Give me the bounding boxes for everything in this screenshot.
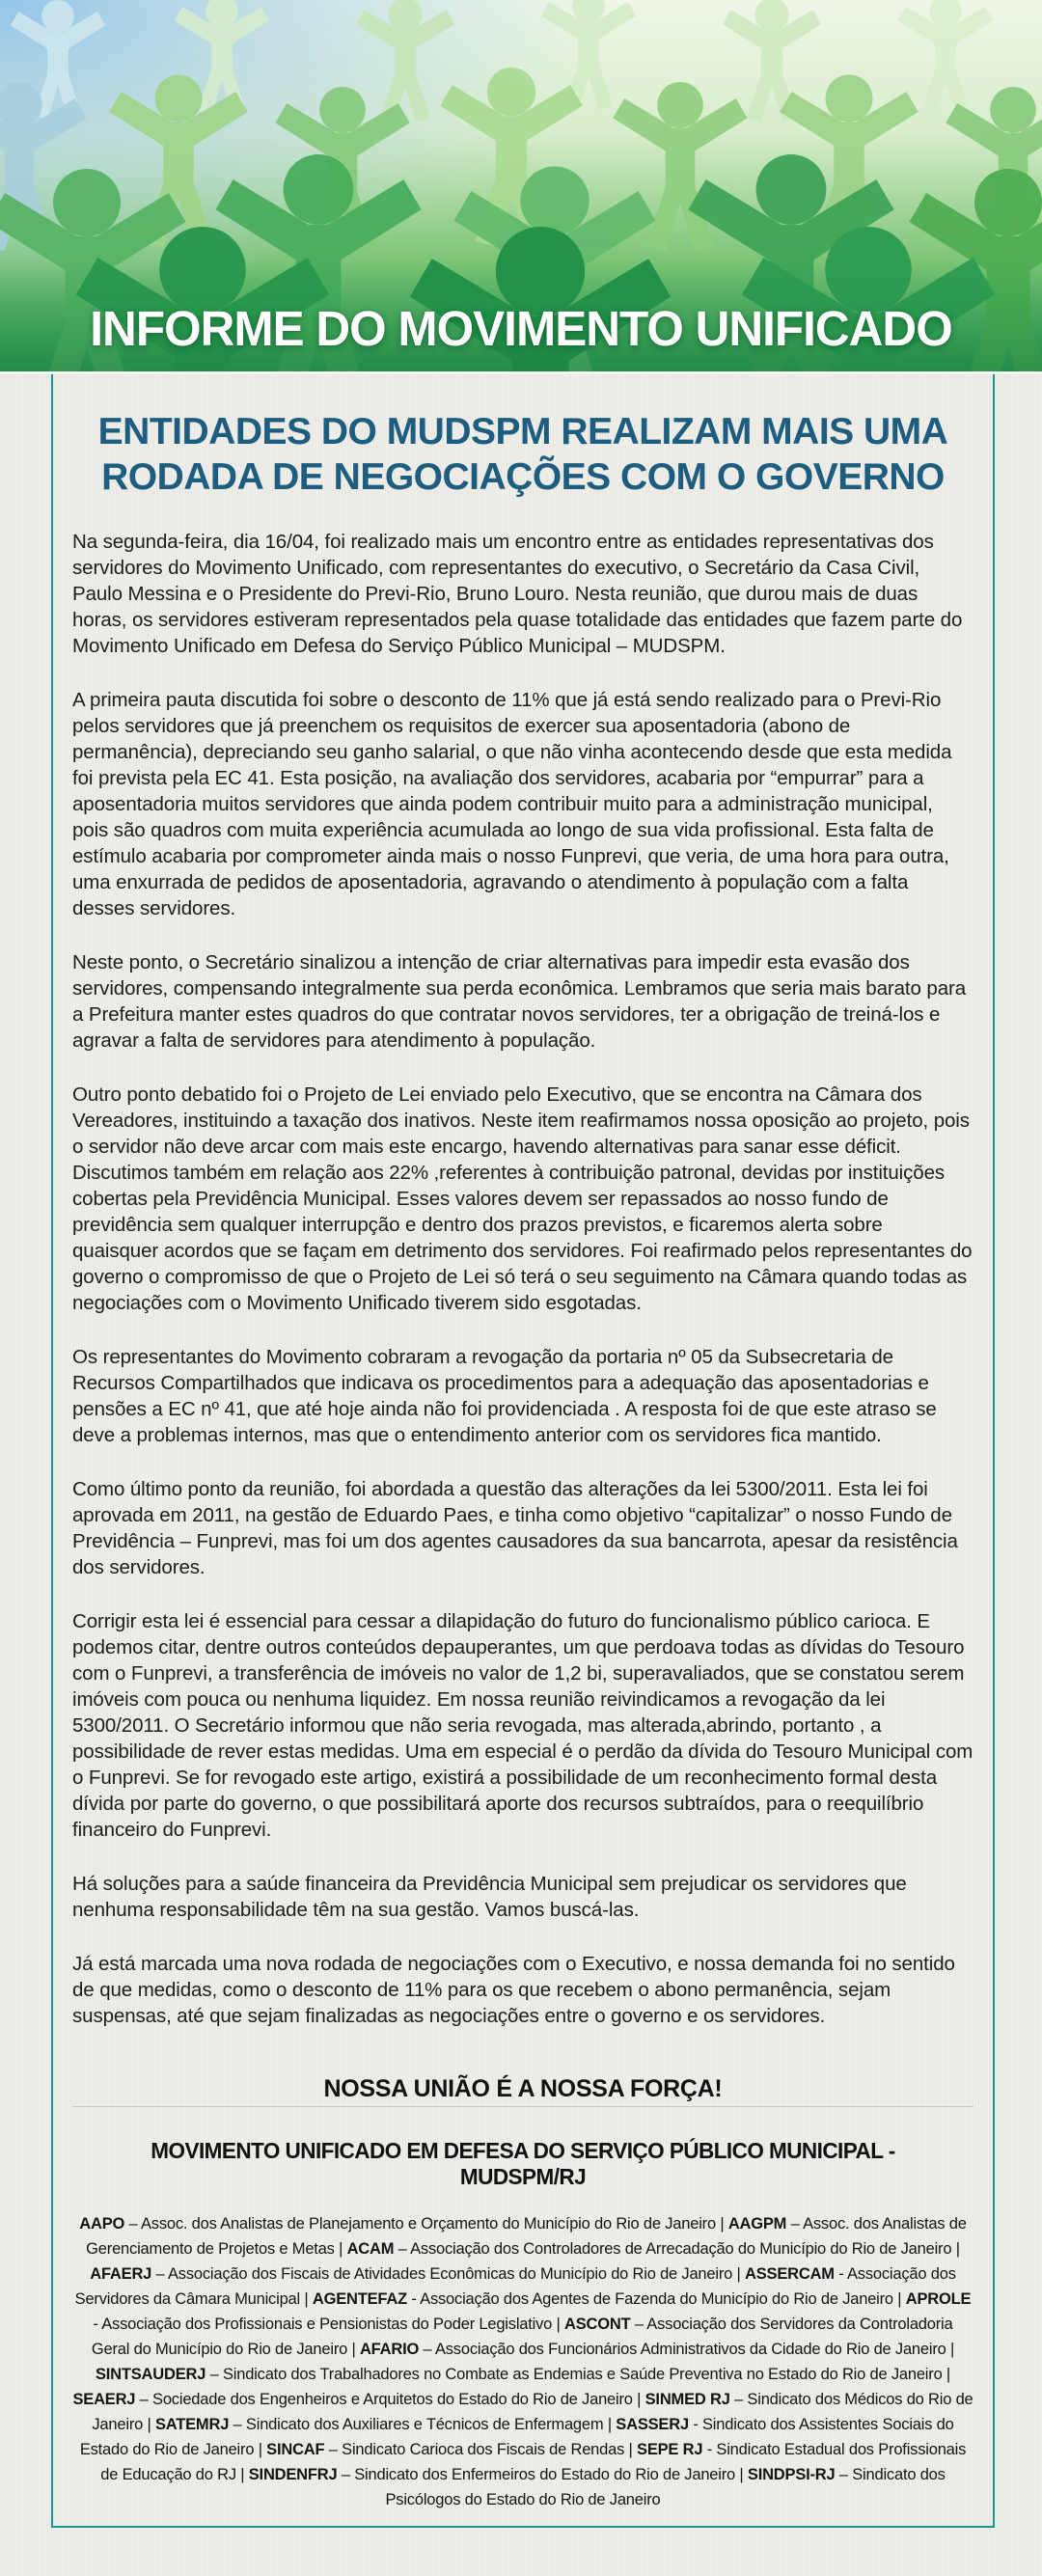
entity-acronym: AGENTEFAZ: [312, 2290, 407, 2308]
paragraph: Outro ponto debatido foi o Projeto de Lei enviado pelo Executivo, que se encontra na Câmara dos Vereadores, instituindo a taxação dos inativos. Neste item reafirmamos nossa oposição ao projeto, pois o servidor não deve arcar com mais este encargo, havendo alternativas para sanar esse déficit. Discutimos também em relação aos 22% ,referentes à contribuição patronal, devidas por instituições cobertas pela Previdência Municipal. Esses valores devem ser repassados ao nosso fundo de previdência sem qualquer interrupção e dentro dos prazos previstos, e ficaremos alerta sobre quaisquer acordos que se façam em detrimento dos servidores. Foi reafirmado pelos representantes do governo o compromisso de que o Projeto de Lei só terá o seu seguimento na Câmara quando todas as negociações com o Movimento Unificado tiverem sido esgotadas.: [72, 1083, 973, 1314]
entity-acronym: AFARIO: [359, 2341, 420, 2358]
entities-list: AAPO – Assoc. dos Analistas de Planejamento e Orçamento do Município do Rio de Janeiro | AAGPM – Assoc. dos Analistas de Gerenciamento de Projetos e Metas | ACAM – Associação dos Controladores de Arrecadação do Município do Rio de Janeiro | AFAERJ – Associação dos Fiscais de Atividades Econômicas do Município do Rio de Janeiro | ASSERCAM - Associação dos Servidores da Câmara Municipal | AGENTEFAZ - Associação dos Agentes de Fazenda do Município do Rio de Janeiro | APROLE - Associação dos Profissionais e Pensionistas do Poder Legislativo | ASCONT – Associação dos Servidores da Controladoria Geral do Município do Rio de Janeiro | AFARIO – Associação dos Funcionários Administrativos da Cidade do Rio de Janeiro | SINTSAUDERJ – Sindicato dos Trabalhadores no Combate as Endemias e Saúde Preventiva no Estado do Rio de Janeiro | SEAERJ – Sociedade dos Engenheiros e Arquitetos do Estado do Rio de Janeiro | SINMED RJ – Sindicato dos Médicos do Rio de Janeiro | SATEMRJ – Sindicato dos Auxiliares e Técnicos de Enfermagem | SASSERJ - Sindicato dos Assistentes Sociais do Estado do Rio de Janeiro | SINCAF – Sindicato Carioca dos Fiscais de Rendas | SEPE RJ - Sindicato Estadual dos Profissionais de Educação do RJ | SINDENFRJ – Sindicato dos Enfermeiros do Estado do Rio de Janeiro | SINDPSI-RJ – Sindicato dos Psicólogos do Estado do Rio de Janeiro: [72, 2215, 973, 2508]
entity-acronym: AFAERJ: [90, 2265, 152, 2283]
paragraph: Os representantes do Movimento cobraram a revogação da portaria nº 05 da Subsecretaria de Recursos Compartilhados que indicava os procedimentos para a adequação das aposentadorias e pensões a EC nº 41, que até hoje ainda não foi providenciada . A resposta foi de que este atraso se deve a problemas internos, mas que o entendimento anterior com os servidores fica mantido.: [72, 1346, 937, 1446]
footer-divider: [72, 2106, 973, 2107]
article-card: [51, 374, 995, 2528]
entity-acronym: SASSERJ: [616, 2416, 689, 2433]
entity-acronym: SINDENFRJ: [248, 2466, 338, 2483]
entity-acronym: ASSERCAM: [745, 2265, 835, 2283]
article-body: [72, 529, 973, 2029]
paragraph: Já está marcada uma nova rodada de negociações com o Executivo, e nossa demanda foi no sentido de que medidas, como o desconto de 11% para os que recebem o abono permanência, sejam suspensas, até que sejam finalizadas as negociações entre o governo e os servidores.: [72, 1953, 955, 2027]
entity-acronym: SEPE RJ: [637, 2441, 703, 2458]
entity-acronym: SINTSAUDERJ: [95, 2366, 206, 2383]
paragraph: Há soluções para a saúde financeira da Previdência Municipal sem prejudicar os servidores que nenhuma responsabilidade têm na sua gestão. Vamos buscá-las.: [72, 1873, 907, 1921]
entity-acronym: SINCAF: [266, 2441, 325, 2458]
entity-acronym: APROLE: [905, 2290, 972, 2308]
headline-line: ENTIDADES DO MUDSPM REALIZAM MAIS UMA: [97, 411, 948, 452]
slogan-text: NOSSA UNIÃO É A NOSSA FORÇA!: [323, 2075, 723, 2102]
entity-acronym: SINMED RJ: [644, 2391, 730, 2408]
paragraph: Na segunda-feira, dia 16/04, foi realizado mais um encontro entre as entidades representativas dos servidores do Movimento Unificado, com representantes do executivo, o Secretário da Casa Civil, Paulo Messina e o Presidente do Previ-Rio, Bruno Louro. Nesta reunião, que durou mais de duas horas, os servidores estiveram representados pela quase totalidade das entidades que fazem parte do Movimento Unificado em Defesa do Serviço Público Municipal – MUDSPM.: [72, 531, 963, 657]
entity-acronym: ASCONT: [564, 2316, 631, 2333]
article-headline: [72, 409, 973, 500]
entity-acronym: SEAERJ: [72, 2391, 136, 2408]
entity-acronym: SINDPSI-RJ: [747, 2466, 836, 2483]
entity-acronym: AAPO: [79, 2215, 125, 2233]
paragraph: A primeira pauta discutida foi sobre o desconto de 11% que já está sendo realizado para o Previ-Rio pelos servidores que já preenchem os requisitos de exercer sua aposentadoria (abono de permanência), depreciando seu ganho salarial, o que não vinha acontecendo desde que esta medida foi prevista pela EC 41. Esta posição, na avaliação dos servidores, acabaria por “empurrar” para a aposentadoria muitos servidores que ainda podem contribuir muito para a administração municipal, pois são quadros com muita experiência acumulada ao longo de sua vida profissional. Esta falta de estímulo acabaria por comprometer ainda mais o nosso Funprevi, que veria, de uma hora para outra, uma enxurrada de pedidos de aposentadoria, agravando o atendimento à população com a falta desses servidores.: [72, 689, 952, 919]
entity-acronym: SATEMRJ: [154, 2416, 230, 2433]
entity-acronym: AAGPM: [727, 2215, 787, 2233]
paragraph: Neste ponto, o Secretário sinalizou a intenção de criar alternativas para impedir esta evasão dos servidores, compensando integralmente sua perda econômica. Lembramos que seria mais barato para a Prefeitura manter estes quadros do que contratar novos servidores, ter a obrigação de treiná-los e agravar a falta de servidores para atendimento à população.: [72, 951, 967, 1052]
paragraph: Corrigir esta lei é essencial para cessar a dilapidação do futuro do funcionalismo público carioca. E podemos citar, dentre outros conteúdos depauperantes, um que perdoava todas as dívidas do Tesouro com o Funprevi, a transferência de imóveis no valor de 1,2 bi, superavaliados, que se constatou serem imóveis com pouca ou nenhuma liquidez. Em nossa reunião reivindicamos a revogação da lei 5300/2011. O Secretário informou que não seria revogada, mas alterada,abrindo, portanto , a possibilidade de rever estas medidas. Uma em especial é o perdão da dívida do Tesouro Municipal com o Funprevi. Se for revogado este artigo, existirá a possibilidade de um reconhecimento formal desta dívida por parte do governo, o que possibilitará aporte dos recursos subtraídos, para o reequilíbrio financeiro do Funprevi.: [72, 1610, 973, 1841]
banner-title: INFORME DO MOVIMENTO UNIFICADO: [90, 300, 952, 356]
footer-section: [72, 2106, 973, 2512]
headline-line: RODADA DE NEGOCIAÇÕES COM O GOVERNO: [101, 456, 945, 498]
header-image: [0, 0, 1042, 374]
entity-acronym: ACAM: [346, 2240, 395, 2258]
footer-title: MOVIMENTO UNIFICADO EM DEFESA DO SERVIÇO PÚBLICO MUNICIPAL - MUDSPM/RJ: [151, 2138, 895, 2189]
paragraph: Como último ponto da reunião, foi abordada a questão das alterações da lei 5300/2011. Esta lei foi aprovada em 2011, na gestão de Eduardo Paes, e tinha como objetivo “capitalizar” o nosso Fundo de Previdência – Funprevi, mas foi um dos agentes causadores da sua bancarrota, apesar da resistência dos servidores.: [72, 1478, 958, 1578]
